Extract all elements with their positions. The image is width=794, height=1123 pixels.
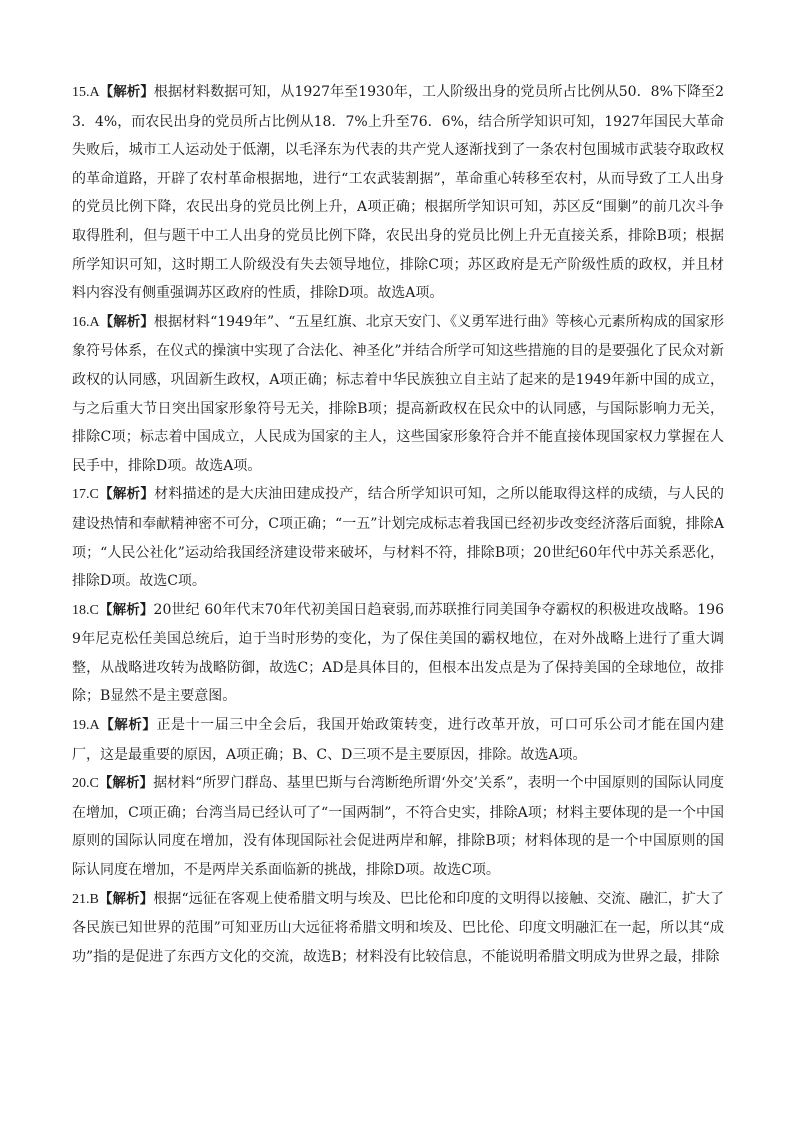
answer-text: 材料描述的是大庆油田建成投产，结合所学知识可知，之所以能取得这样的成绩，与人民的建设热情和奉献精神密不可分，C项正确；“一五”计划完成标志着我国已经初步改变经济落后面貌，排除A项；“人民公社化”运动给我国经济建设带来破坏，与材料不符，排除B项；20世纪60年代中苏关系恶化，排除D项。故选C项。 bbox=[72, 486, 725, 590]
answer-number: 17. bbox=[72, 487, 90, 503]
answer-text: 根据材料“1949年”、“五星红旗、北京天安门、《义勇军进行曲》等核心元素所构成的国家形象符号体系，在仪式的操演中实现了合法化、神圣化”并结合所学可知这些措施的目的是要强化了民众对新政权的认同感，巩固新生政权，A项正确；标志着中华民族独立自主站了起来的是1949年新中国的成立，与之后重大节日突出国家形象符号无关，排除B项；提高新政权在民众中的认同感，与国际影响力无关，排除C项；标志着中国成立，人民成为国家的主人，这些国家形象符合并不能直接体现国家权力掌握在人民手中，排除D项。故选A项。 bbox=[72, 313, 724, 474]
answer-17 bbox=[72, 480, 724, 595]
analysis-tag: 【解析】 bbox=[98, 601, 154, 618]
answer-18 bbox=[72, 596, 724, 711]
answer-text: 根据材料数据可知，从1927年至1930年，工人阶级出身的党员所占比例从50．8%下降至23．4%，而农民出身的党员所占比例从18．7%上升至76．6%，结合所学知识可知，1927年国民大革命失败后，城市工人运动处于低潮，以毛泽东为代表的共产党人逐渐找到了一条农村包围城市武装夺取政权的革命道路，开辟了农村革命根据地，进行“工农武装割据”，革命重心转移至农村，从而导致了工人出身的党员比例下降，农民出身的党员比例上升，A项正确；根据所学知识可知，苏区反“围剿”的前几次斗争取得胜利，但与题干中工人出身的党员比例下降，农民出身的党员比例上升无直接关系，排除B项；根据所学知识可知，这时期工人阶级没有失去领导地位，排除C项；苏区政府是无产阶级性质的政权，并且材料内容没有侧重强调苏区政府的性质，排除D项。故选A项。 bbox=[72, 84, 725, 302]
answer-19 bbox=[72, 711, 724, 769]
answer-16 bbox=[72, 308, 724, 481]
analysis-tag: 【解析】 bbox=[99, 717, 157, 734]
answer-number: 20. bbox=[72, 776, 90, 792]
answer-number: 21. bbox=[72, 891, 90, 907]
answer-20 bbox=[72, 769, 724, 884]
answer-choice: A bbox=[89, 718, 100, 734]
answer-choice: B bbox=[89, 891, 99, 907]
analysis-tag: 【解析】 bbox=[98, 890, 154, 907]
answer-choice: C bbox=[89, 602, 99, 618]
answer-number: 19. bbox=[72, 718, 90, 734]
analysis-tag: 【解析】 bbox=[98, 775, 154, 792]
answer-choice: C bbox=[89, 487, 99, 503]
analysis-tag: 【解析】 bbox=[99, 84, 154, 100]
answer-text: 正是十一届三中全会后，我国开始政策转变，进行改革开放，可口可乐公司才能在国内建厂，这是最重要的原因，A项正确；B、C、D三项不是主要原因，排除。故选A项。 bbox=[72, 717, 725, 763]
answer-text: 据材料“所罗门群岛、基里巴斯与台湾断绝所谓‘外交’关系”，表明一个中国原则的国际认同度在增加，C项正确；台湾当局已经认可了“一国两制”，不符合史实，排除A项；材料主要体现的是一个中国原则的国际认同度在增加，没有体现国际社会促进两岸和解，排除B项；材料体现的是一个中国原则的国际认同度在增加，不是两岸关系面临新的挑战，排除D项。故选C项。 bbox=[72, 775, 725, 879]
answer-number: 16. bbox=[72, 314, 90, 330]
answer-text: 根据“远征在客观上使希腊文明与埃及、巴比伦和印度的文明得以接触、交流、融汇，扩大了各民族已知世界的范围”可知亚历山大远征将希腊文明和埃及、巴比伦、印度文明融汇在一起，所以其“成功”指的是促进了东西方文化的交流，故选B；材料没有比较信息，不能说明希腊文明成为世界之最，排除 bbox=[72, 890, 725, 965]
answer-explanations bbox=[72, 78, 724, 971]
answer-choice: C bbox=[89, 776, 99, 792]
answer-15 bbox=[72, 78, 724, 308]
analysis-tag: 【解析】 bbox=[99, 313, 154, 330]
analysis-tag: 【解析】 bbox=[98, 486, 155, 503]
answer-text: 20世纪 60年代末70年代初美国日趋衰弱,而苏联推行同美国争夺霸权的积极进攻战略。1969年尼克松任美国总统后，迫于当时形势的变化，为了保住美国的霸权地位，在对外战略上进行了重大调整，从战略进攻转为战略防御，故选C；AD是具体目的，但根本出发点是为了保持美国的全球地位，故排除；B显然不是主要意图。 bbox=[72, 601, 724, 705]
answer-number: 15. bbox=[72, 85, 90, 100]
answer-21 bbox=[72, 885, 724, 972]
answer-number: 18. bbox=[72, 602, 90, 618]
answer-choice: A bbox=[89, 85, 100, 100]
answer-choice: A bbox=[89, 314, 100, 330]
